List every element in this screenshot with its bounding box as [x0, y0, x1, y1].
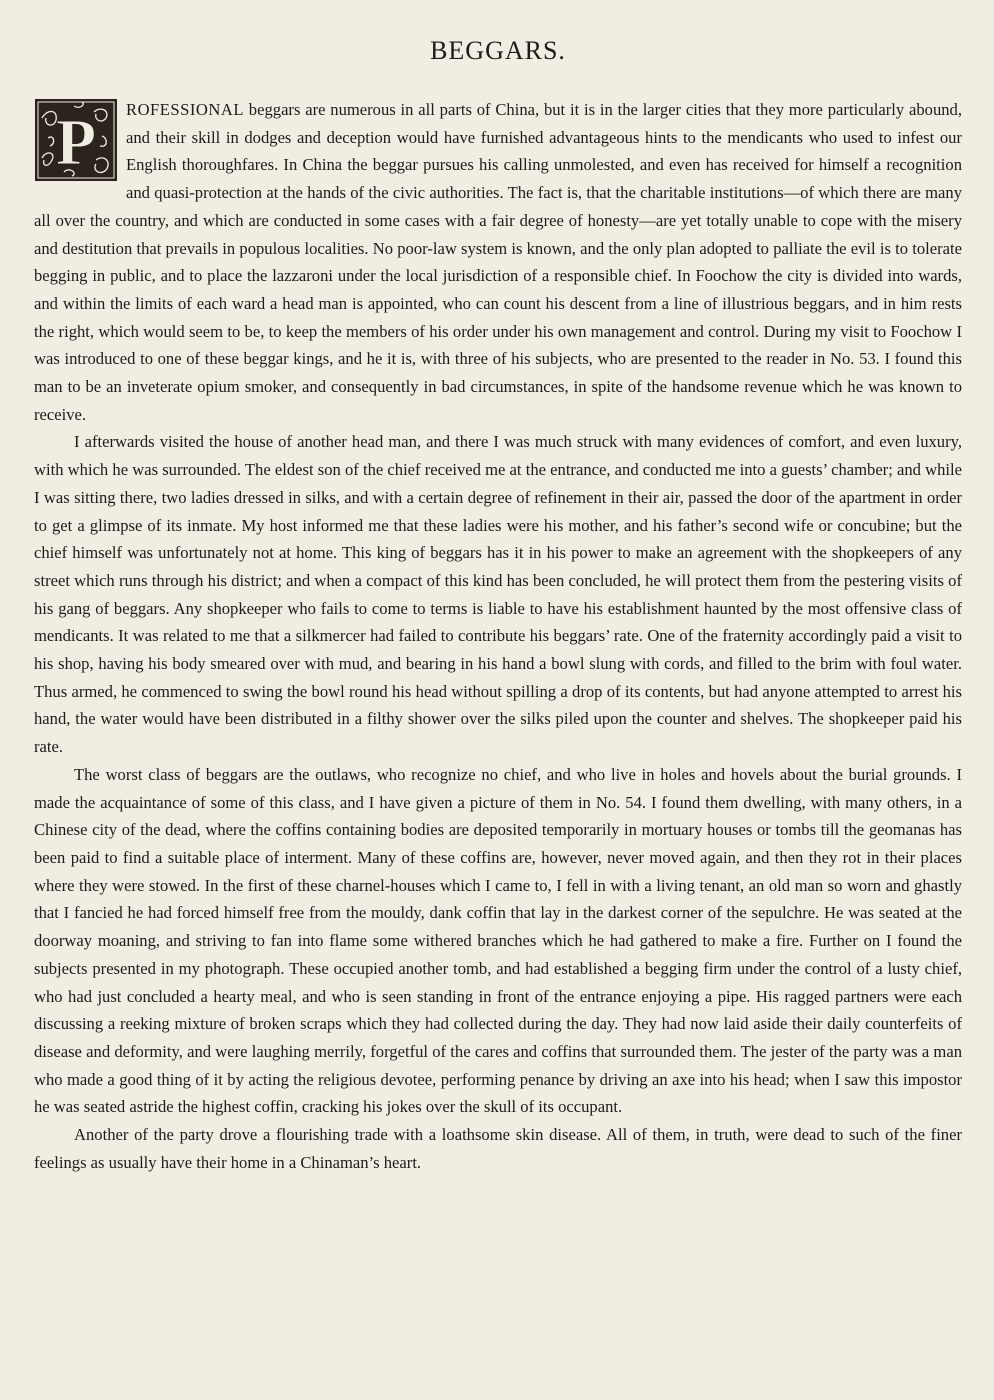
- paragraph-1: [34, 96, 962, 428]
- ornamental-initial: [34, 98, 118, 182]
- page-title: BEGGARS.: [430, 36, 566, 65]
- paragraph-1-text: beggars are numerous in all parts of China, but it is in the larger cities that they more particularly abound, and their skill in dodges and deception would have furnished advantageous hints to the mendicants who used to infest our English thoroughfares. In China the beggar pursues his calling unmolested, and even has received for himself a recognition and quasi-protection at the hands of the civic authorities. The fact is, that the charitable institutions—of which there are many all over the country, and which are conducted in some cases with a fair degree of honesty—are yet totally unable to cope with the misery and destitution that prevails in populous localities. No poor-law system is known, and the only plan adopted to palliate the evil is to tolerate begging in public, and to place the lazzaroni under the local jurisdiction of a responsible chief. In Foochow the city is divided into wards, and within the limits of each ward a head man is appointed, who can count his descent from a line of illustrious beggars, and in him rests the right, which would seem to be, to keep the members of his order under his own management and control. During my visit to Foochow I was introduced to one of these beggar kings, and he it is, with three of his subjects, who are presented to the reader in No. 53. I found this man to be an inveterate opium smoker, and consequently in bad circumstances, in spite of the handsome revenue which he was known to receive.: [34, 100, 962, 424]
- ornamental-initial-letter: P: [55, 106, 97, 179]
- paragraph-2: I afterwards visited the house of another head man, and there I was much struck with many evidences of comfort, and even luxury, with which he was surrounded. The eldest son of the chief received me at the entrance, and conducted me into a guests’ chamber; and while I was sitting there, two ladies dressed in silks, and with a certain degree of refinement in their air, passed the door of the apartment in order to get a glimpse of its inmate. My host informed me that these ladies were his mother, and his father’s second wife or concubine; but the chief himself was unfortunately not at home. This king of beggars has it in his power to make an agreement with the shopkeepers of any street which runs through his district; and when a compact of this kind has been concluded, he will protect them from the pestering visits of his gang of beggars. Any shopkeeper who fails to come to terms is liable to have his establishment haunted by the most offensive class of mendicants. It was related to me that a silkmercer had failed to contribute his beggars’ rate. One of the fraternity accordingly paid a visit to his shop, having his body smeared over with mud, and bearing in his hand a bowl slung with cords, and filled to the brim with foul water. Thus armed, he commenced to swing the bowl round his head without spilling a drop of its contents, but had anyone attempted to arrest his hand, the water would have been distributed in a filthy shower over the silks piled upon the counter and shelves. The shopkeeper paid his rate.: [34, 432, 962, 757]
- ornamental-initial-icon: [34, 98, 118, 182]
- paragraph-3: The worst class of beggars are the outlaws, who recognize no chief, and who live in holes and hovels about the burial grounds. I made the acquaintance of some of this class, and I have given a picture of them in No. 54. I found them dwelling, with many others, in a Chinese city of the dead, where the coffins containing bodies are deposited temporarily in mortuary houses or tombs till the geomanas has been paid to find a suitable place of interment. Many of these coffins are, however, never moved again, and then they rot in their places where they were stowed. In the first of these charnel-houses which I came to, I fell in with a living tenant, an old man so worn and ghastly that I fancied he had forced himself free from the mouldy, dank coffin that lay in the darkest corner of the sepulchre. He was seated at the doorway moaning, and striving to fan into flame some withered branches which he had gathered to make a fire. Further on I found the subjects presented in my photograph. These occupied another tomb, and had established a begging firm under the control of a lusty chief, who had just concluded a hearty meal, and who is seen standing in front of the entrance enjoying a pipe. His ragged partners were each discussing a reeking mixture of broken scraps which they had collected during the day. They had now laid aside their daily counterfeits of disease and deformity, and were laughing merrily, forgetful of the cares and coffins that surrounded them. The jester of the party was a man who made a good thing of it by acting the religious devotee, performing penance by driving an axe into his head; when I saw this impostor he was seated astride the highest coffin, cracking his jokes over the skull of its occupant.: [34, 764, 962, 1117]
- lead-word: ROFESSIONAL: [126, 100, 244, 119]
- paragraph-4: Another of the party drove a flourishing trade with a loathsome skin disease. All of them, in truth, were dead to such of the finer feelings as usually have their home in a Chinaman’s heart.: [34, 1125, 962, 1172]
